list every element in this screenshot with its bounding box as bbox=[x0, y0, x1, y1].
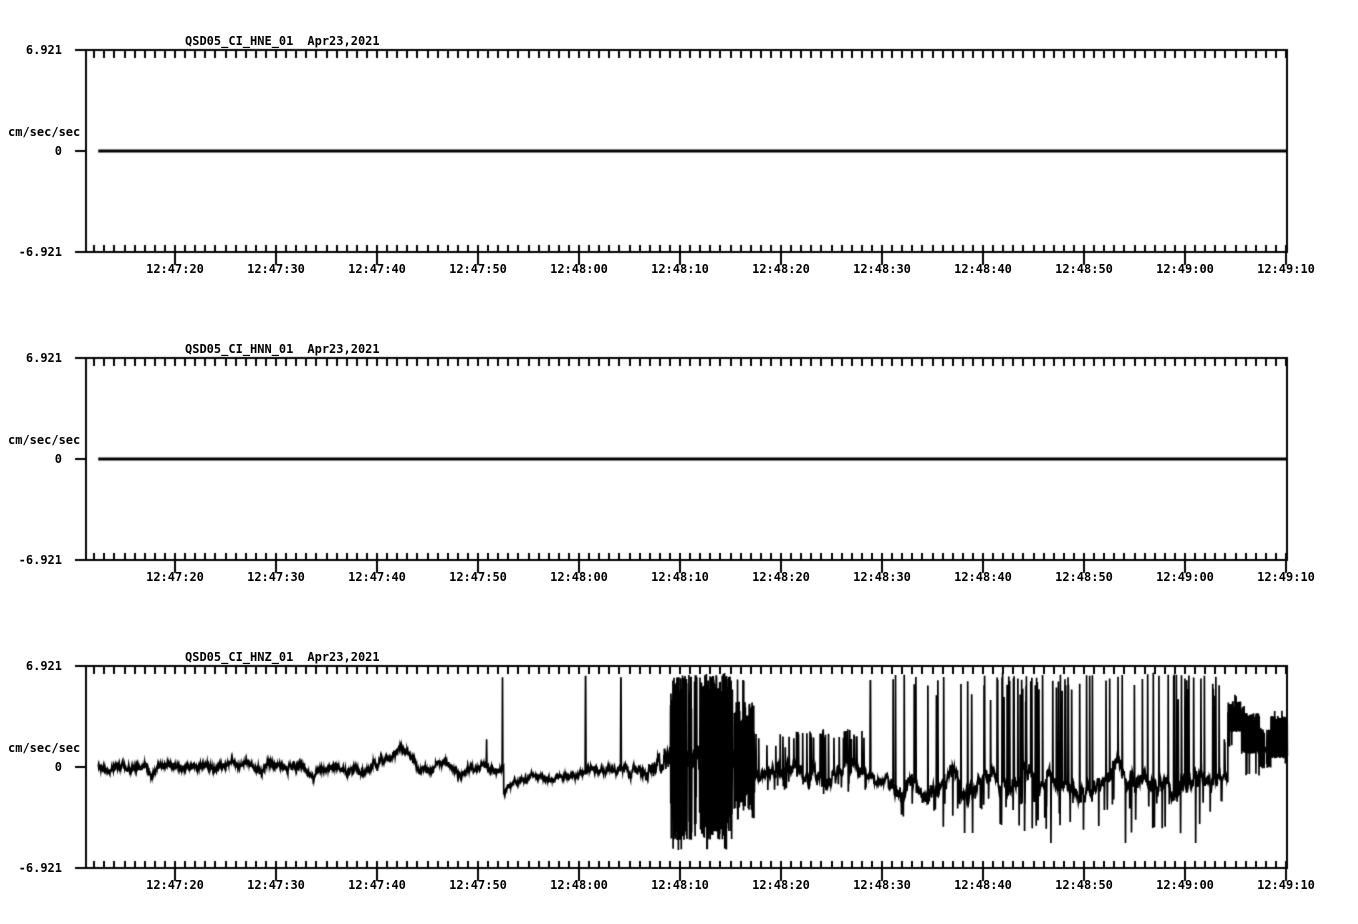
x-tick-label: 12:48:50 bbox=[1055, 262, 1113, 276]
x-tick-label: 12:48:20 bbox=[752, 878, 810, 892]
x-tick-label: 12:47:40 bbox=[348, 262, 406, 276]
x-tick-label: 12:48:10 bbox=[651, 878, 709, 892]
y-axis-min-label: -6.921 bbox=[18, 553, 62, 567]
x-tick-label: 12:48:00 bbox=[550, 570, 608, 584]
x-tick-label: 12:48:40 bbox=[954, 262, 1012, 276]
x-tick-label: 12:48:30 bbox=[853, 262, 911, 276]
x-tick-label: 12:48:50 bbox=[1055, 570, 1113, 584]
y-axis-zero-label: 0 bbox=[54, 760, 62, 774]
x-tick-label: 12:48:20 bbox=[752, 570, 810, 584]
chart-title-date: Apr23,2021 bbox=[307, 650, 380, 664]
x-tick-label: 12:47:50 bbox=[449, 878, 507, 892]
chart-title bbox=[185, 650, 380, 664]
x-tick-label: 12:48:10 bbox=[651, 262, 709, 276]
x-tick-label: 12:48:30 bbox=[853, 570, 911, 584]
chart-title-station: QSD05_CI_HNE_01 bbox=[185, 34, 294, 48]
y-axis-units-label: cm/sec/sec bbox=[8, 125, 81, 139]
x-tick-label: 12:47:20 bbox=[146, 570, 204, 584]
x-tick-label: 12:47:40 bbox=[348, 878, 406, 892]
chart-title bbox=[185, 342, 380, 356]
chart-title-station: QSD05_CI_HNN_01 bbox=[185, 342, 294, 356]
x-tick-label: 12:47:40 bbox=[348, 570, 406, 584]
x-tick-label: 12:47:20 bbox=[146, 878, 204, 892]
x-tick-label: 12:48:50 bbox=[1055, 878, 1113, 892]
y-axis-min-label: -6.921 bbox=[18, 861, 62, 875]
y-axis-units-label: cm/sec/sec bbox=[8, 433, 81, 447]
x-tick-label: 12:47:20 bbox=[146, 262, 204, 276]
chart-title-date: Apr23,2021 bbox=[307, 342, 380, 356]
chart-title-station: QSD05_CI_HNZ_01 bbox=[185, 650, 294, 664]
y-axis-zero-label: 0 bbox=[54, 452, 62, 466]
x-tick-label: 12:47:50 bbox=[449, 570, 507, 584]
y-axis-max-label: 6.921 bbox=[25, 351, 62, 365]
x-tick-label: 12:49:10 bbox=[1257, 570, 1315, 584]
x-tick-label: 12:49:10 bbox=[1257, 878, 1315, 892]
x-tick-label: 12:49:10 bbox=[1257, 262, 1315, 276]
x-tick-label: 12:47:50 bbox=[449, 262, 507, 276]
y-axis-max-label: 6.921 bbox=[25, 659, 62, 673]
x-tick-label: 12:48:40 bbox=[954, 878, 1012, 892]
x-tick-label: 12:48:30 bbox=[853, 878, 911, 892]
y-axis-min-label: -6.921 bbox=[18, 245, 62, 259]
x-tick-label: 12:48:00 bbox=[550, 262, 608, 276]
x-tick-label: 12:48:40 bbox=[954, 570, 1012, 584]
y-axis-zero-label: 0 bbox=[54, 144, 62, 158]
y-axis-units-label: cm/sec/sec bbox=[8, 741, 81, 755]
x-tick-label: 12:47:30 bbox=[247, 262, 305, 276]
x-tick-label: 12:49:00 bbox=[1156, 570, 1214, 584]
x-tick-label: 12:47:30 bbox=[247, 570, 305, 584]
x-tick-label: 12:48:10 bbox=[651, 570, 709, 584]
chart-title bbox=[185, 34, 380, 48]
x-tick-label: 12:48:20 bbox=[752, 262, 810, 276]
x-tick-label: 12:49:00 bbox=[1156, 878, 1214, 892]
y-axis-max-label: 6.921 bbox=[25, 43, 62, 57]
x-tick-label: 12:49:00 bbox=[1156, 262, 1214, 276]
x-tick-label: 12:47:30 bbox=[247, 878, 305, 892]
chart-title-date: Apr23,2021 bbox=[307, 34, 380, 48]
x-tick-label: 12:48:00 bbox=[550, 878, 608, 892]
